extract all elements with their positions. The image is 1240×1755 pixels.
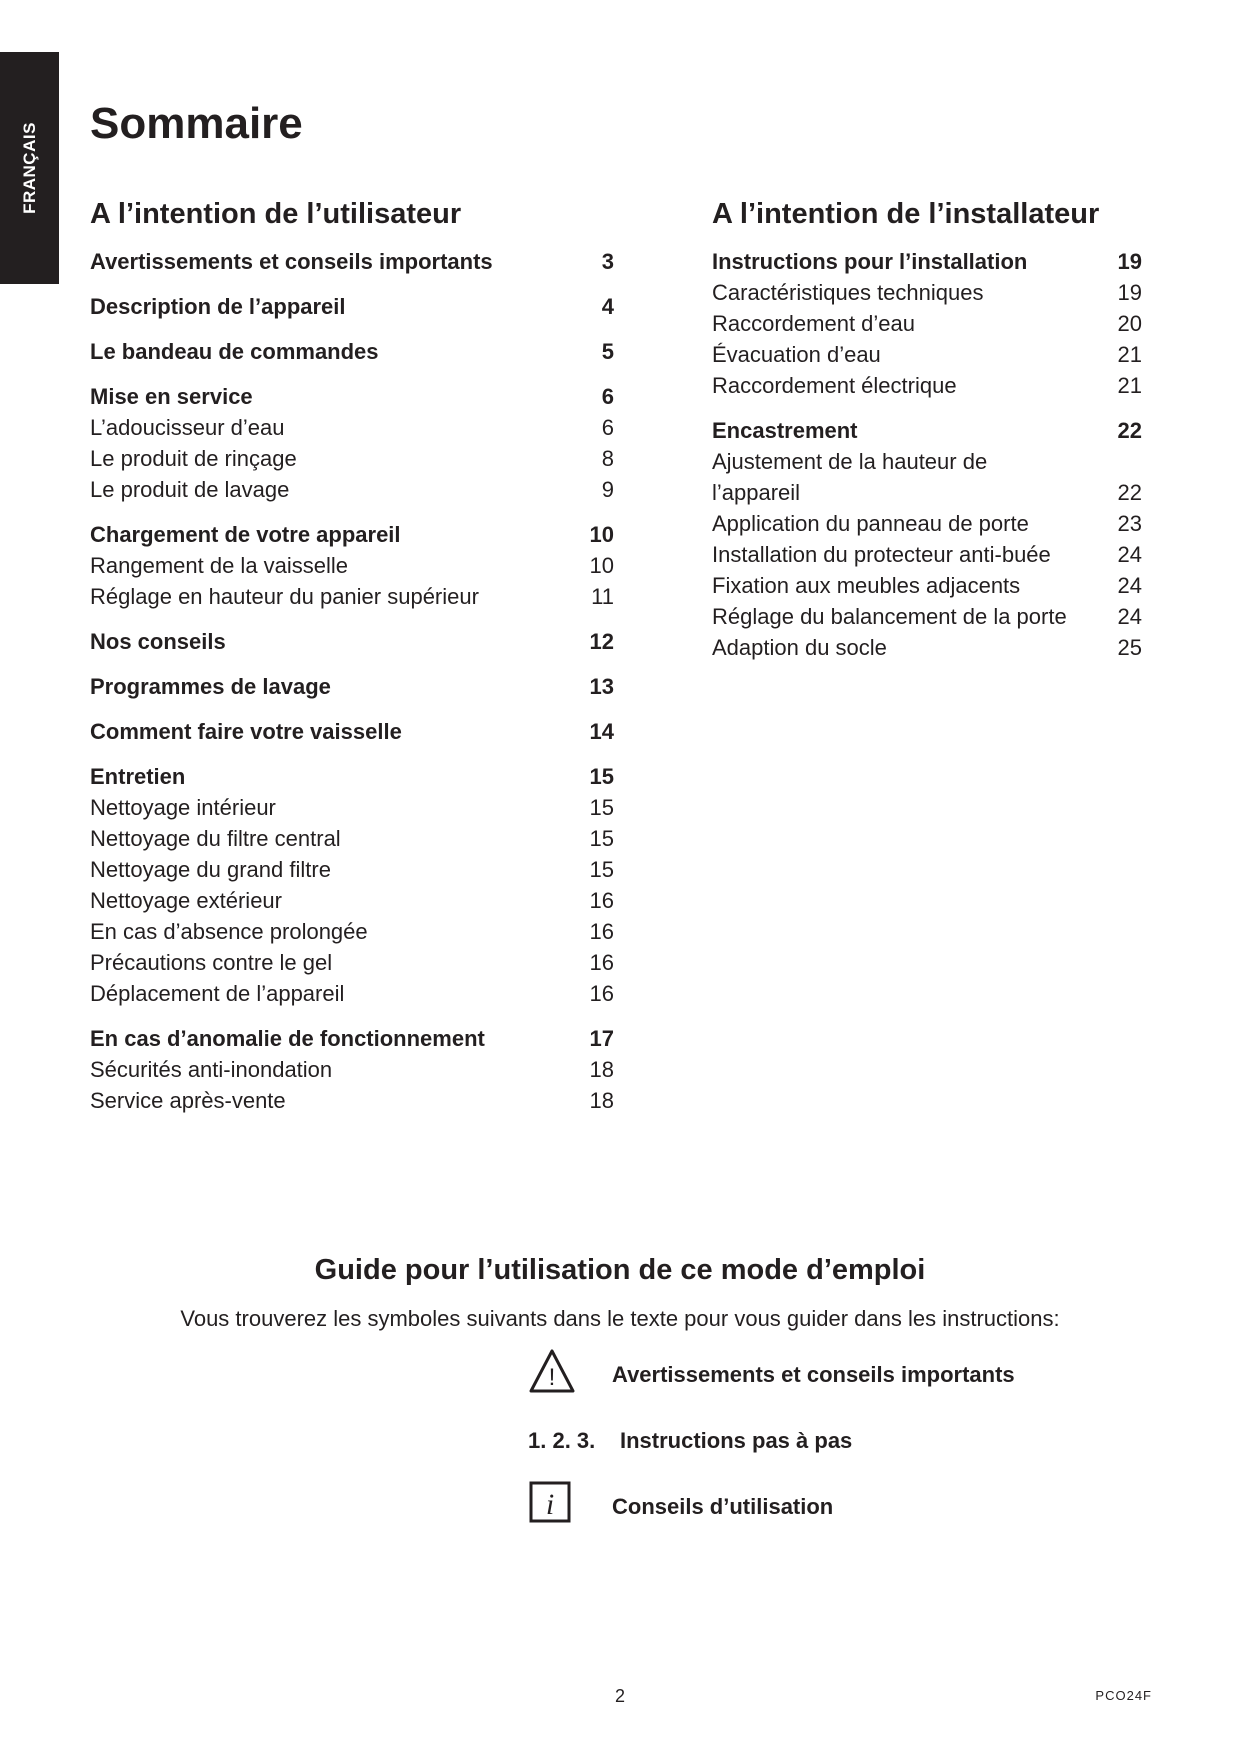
- legend-info-label: Conseils d’utilisation: [612, 1494, 834, 1519]
- toc-entry[interactable]: [90, 1054, 614, 1085]
- toc-page-number: 21: [1117, 342, 1142, 367]
- info-box-icon: [528, 1480, 574, 1531]
- toc-entry[interactable]: [90, 412, 614, 443]
- toc-section: [90, 246, 614, 277]
- toc-entry[interactable]: [90, 947, 614, 978]
- toc-entry[interactable]: [90, 474, 614, 505]
- toc-entry[interactable]: [90, 581, 614, 612]
- toc-page-number: 3: [601, 249, 614, 274]
- toc-entry[interactable]: [712, 601, 1142, 632]
- toc-entry-label: Raccordement électrique: [712, 373, 957, 398]
- toc-section-title: Chargement de votre appareil: [90, 522, 401, 547]
- toc-entry[interactable]: [90, 550, 614, 581]
- toc-entry-label: Service après-vente: [90, 1088, 286, 1113]
- toc-section: [90, 291, 614, 322]
- legend-steps-label: Instructions pas à pas: [620, 1428, 853, 1453]
- steps-symbol: 1. 2. 3.: [528, 1428, 596, 1453]
- toc-section: [90, 671, 614, 702]
- user-toc-column: [90, 194, 614, 1116]
- toc-entry-label: Installation du protecteur anti-buée: [712, 542, 1051, 567]
- toc-section-title: Le bandeau de commandes: [90, 339, 379, 364]
- toc-entry[interactable]: [712, 370, 1142, 401]
- legend-steps: [528, 1414, 1088, 1466]
- toc-page-number: 19: [1117, 249, 1142, 274]
- toc-page-number: 13: [589, 674, 614, 699]
- toc-section-entry[interactable]: [90, 626, 614, 657]
- toc-page-number: 18: [589, 1088, 614, 1113]
- toc-page-number: 11: [591, 584, 614, 609]
- toc-page-number: 8: [601, 446, 614, 471]
- toc-entry-label: Caractéristiques techniques: [712, 280, 984, 305]
- toc-entry-label: Nettoyage du filtre central: [90, 826, 341, 851]
- toc-page-number: 15: [589, 857, 614, 882]
- toc-section-title: Nos conseils: [90, 629, 226, 654]
- toc-page-number: 15: [589, 764, 614, 789]
- guide-intro: Vous trouverez les symboles suivants dans le texte pour vous guider dans les instructions:: [180, 1306, 1060, 1331]
- toc-section-title: Encastrement: [712, 418, 858, 443]
- toc-entry-label: Réglage en hauteur du panier supérieur: [90, 584, 479, 609]
- toc-section: [90, 381, 614, 505]
- toc-section-entry[interactable]: [90, 716, 614, 747]
- toc-section: [90, 519, 614, 612]
- toc-entry-label: Rangement de la vaisselle: [90, 553, 349, 578]
- toc-page-number: 24: [1117, 604, 1142, 629]
- installer-toc-column: [712, 194, 1142, 663]
- toc-section-title: Comment faire votre vaisselle: [90, 719, 402, 744]
- info-symbol-text: i: [545, 1488, 555, 1521]
- toc-page-number: 9: [601, 477, 614, 502]
- legend-warning-label: Avertissements et conseils importants: [612, 1362, 1015, 1387]
- toc-page-number: 14: [589, 719, 614, 744]
- toc-page-number: 19: [1117, 280, 1142, 305]
- toc-section-title: Programmes de lavage: [90, 674, 331, 699]
- svg-text:!: !: [548, 1364, 556, 1391]
- toc-section-entry[interactable]: [90, 246, 614, 277]
- user-toc-list: [90, 246, 614, 1116]
- symbol-legend: [528, 1348, 1088, 1546]
- toc-section: [90, 761, 614, 1009]
- page-number: 2: [614, 1686, 625, 1706]
- toc-entry[interactable]: [90, 1085, 614, 1116]
- toc-section-entry[interactable]: [90, 1023, 614, 1054]
- legend-info: [528, 1480, 1088, 1532]
- toc-page-number: 16: [589, 888, 614, 913]
- toc-entry-label: Réglage du balancement de la porte: [712, 604, 1067, 629]
- toc-entry-label: Adaption du socle: [712, 635, 887, 660]
- toc-page-number: 6: [601, 415, 614, 440]
- toc-entry[interactable]: [90, 823, 614, 854]
- toc-page-number: 24: [1117, 542, 1142, 567]
- toc-page-number: 16: [589, 950, 614, 975]
- toc-page-number: 12: [589, 629, 614, 654]
- toc-entry-label: Précautions contre le gel: [90, 950, 333, 975]
- toc-entry-label: Raccordement d’eau: [712, 311, 916, 336]
- guide-section: [0, 1250, 1240, 1334]
- toc-entry-label: Fixation aux meubles adjacents: [712, 573, 1021, 598]
- toc-page-number: 6: [601, 384, 614, 409]
- toc-page-number: 17: [589, 1026, 614, 1051]
- toc-entry[interactable]: [712, 539, 1142, 570]
- toc-entry[interactable]: [90, 443, 614, 474]
- toc-section: [90, 716, 614, 747]
- guide-title: Guide pour l’utilisation de ce mode d’emploi: [314, 1254, 926, 1286]
- toc-page-number: 23: [1117, 511, 1142, 536]
- language-label: FRANÇAIS: [19, 122, 39, 214]
- toc-entry[interactable]: [712, 339, 1142, 370]
- toc-entry[interactable]: [712, 446, 1142, 508]
- toc-entry[interactable]: [90, 916, 614, 947]
- toc-section: [712, 415, 1142, 663]
- toc-page-number: 18: [589, 1057, 614, 1082]
- toc-entry-label: Déplacement de l’appareil: [90, 981, 345, 1006]
- toc-entry-label: Application du panneau de porte: [712, 511, 1029, 536]
- warning-triangle-icon: [528, 1348, 576, 1399]
- toc-section-entry[interactable]: [90, 381, 614, 412]
- toc-page-number: 5: [601, 339, 614, 364]
- toc-section-title: Mise en service: [90, 384, 253, 409]
- toc-section-entry[interactable]: [90, 291, 614, 322]
- toc-section-entry[interactable]: [90, 761, 614, 792]
- toc-page-number: 15: [589, 826, 614, 851]
- toc-section-entry[interactable]: [90, 671, 614, 702]
- toc-entry[interactable]: [712, 277, 1142, 308]
- toc-page-number: 22: [1117, 480, 1142, 505]
- toc-page-number: 25: [1117, 635, 1142, 660]
- toc-page-number: 15: [589, 795, 614, 820]
- toc-section: [90, 1023, 614, 1116]
- installer-toc-list: [712, 246, 1142, 663]
- toc-section-title: Entretien: [90, 764, 186, 789]
- toc-entry[interactable]: [712, 570, 1142, 601]
- toc-entry-label: Nettoyage du grand filtre: [90, 857, 331, 882]
- toc-section-entry[interactable]: [90, 519, 614, 550]
- toc-page-number: 4: [601, 294, 614, 319]
- toc-entry[interactable]: [712, 308, 1142, 339]
- toc-page-number: 16: [589, 981, 614, 1006]
- toc-page-number: 10: [589, 522, 614, 547]
- toc-section-title: En cas d’anomalie de fonctionnement: [90, 1026, 485, 1051]
- toc-entry-label: Sécurités anti-inondation: [90, 1057, 333, 1082]
- toc-entry-label: Évacuation d’eau: [712, 342, 881, 367]
- toc-entry-label: Ajustement de la hauteur de l’appareil: [712, 449, 988, 505]
- page-title: Sommaire: [90, 99, 303, 148]
- toc-entry-label: Nettoyage intérieur: [90, 795, 276, 820]
- toc-entry-label: Le produit de rinçage: [90, 446, 297, 471]
- toc-entry-label: L’adoucisseur d’eau: [90, 415, 285, 440]
- toc-page-number: 22: [1117, 418, 1142, 443]
- document-code: PCO24F: [1095, 1688, 1152, 1703]
- toc-entry-label: Nettoyage extérieur: [90, 888, 282, 913]
- toc-section: [90, 626, 614, 657]
- toc-section-entry[interactable]: [712, 415, 1142, 446]
- toc-entry[interactable]: [90, 885, 614, 916]
- toc-section-title: Description de l’appareil: [90, 294, 346, 319]
- toc-entry[interactable]: [90, 854, 614, 885]
- toc-entry[interactable]: [90, 978, 614, 1009]
- toc-entry-label: Le produit de lavage: [90, 477, 290, 502]
- toc-entry-label: En cas d’absence prolongée: [90, 919, 368, 944]
- toc-entry[interactable]: [712, 508, 1142, 539]
- toc-section-entry[interactable]: [712, 246, 1142, 277]
- toc-section: [90, 336, 614, 367]
- legend-warning: [528, 1348, 1088, 1400]
- installer-toc-heading: A l’intention de l’installateur: [712, 198, 1100, 230]
- toc-section-entry[interactable]: [90, 336, 614, 367]
- toc-entry[interactable]: [90, 792, 614, 823]
- toc-section-title: Avertissements et conseils importants: [90, 249, 493, 274]
- toc-page-number: 16: [589, 919, 614, 944]
- toc-section-title: Instructions pour l’installation: [712, 249, 1028, 274]
- toc-page-number: 10: [589, 553, 614, 578]
- toc-entry[interactable]: [712, 632, 1142, 663]
- toc-section: [712, 246, 1142, 401]
- toc-page-number: 21: [1117, 373, 1142, 398]
- toc-page-number: 20: [1117, 311, 1142, 336]
- language-tab: [0, 52, 59, 284]
- toc-page-number: 24: [1117, 573, 1142, 598]
- user-toc-heading: A l’intention de l’utilisateur: [90, 198, 462, 230]
